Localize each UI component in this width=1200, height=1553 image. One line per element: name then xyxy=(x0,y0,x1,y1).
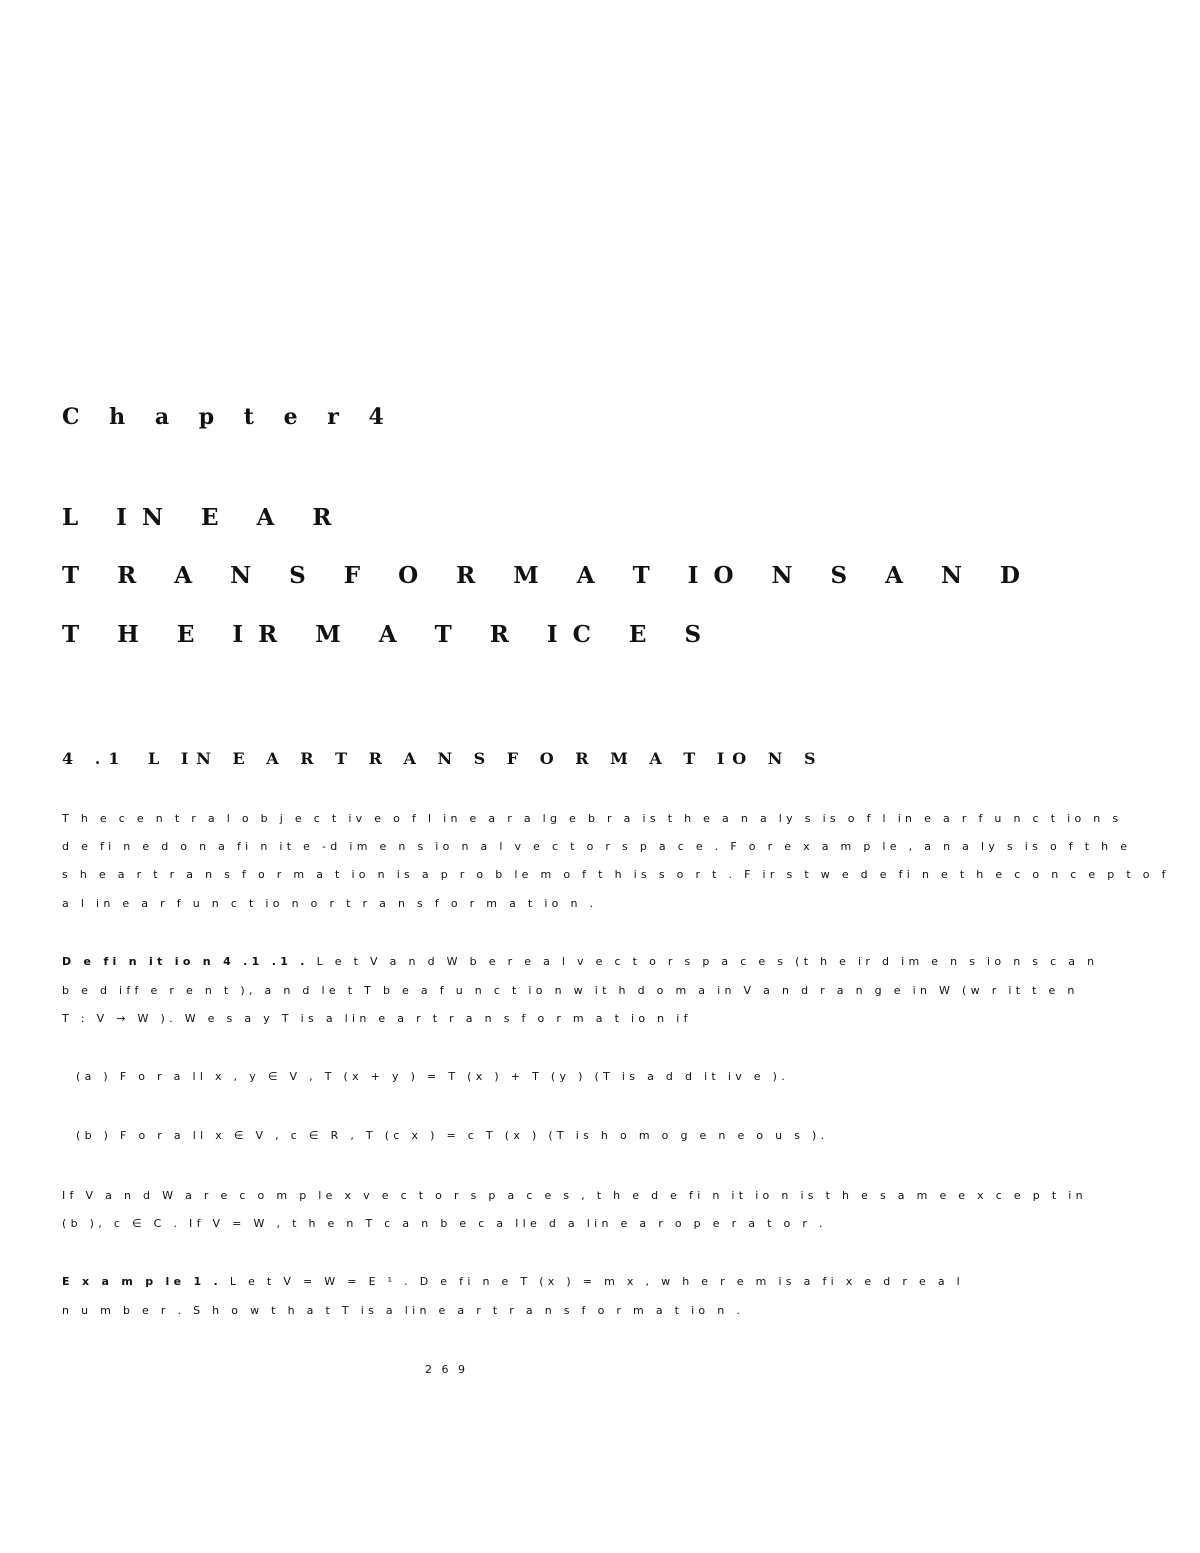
definition-line xyxy=(62,955,1098,968)
page-number: 2 6 9 xyxy=(425,1363,468,1376)
definition-text: L e t V a n d W b e r e a l v e c t o r s p a c e s (t h e ir d im e n s io n s c a n xyxy=(316,955,1099,968)
remark-line: If V a n d W a r e c o m p le x v e c t o r s p a c e s , t h e d e fi n it io n is t h e s a m e e x c e p t in xyxy=(62,1189,1087,1202)
definition-item-a: (a ) F o r a ll x , y ∈ V , T (x + y ) = T (x ) + T (y ) (T is a d d it iv e ). xyxy=(76,1070,790,1083)
chapter-title-line-2: T R A N S F O R M A T IO N S A N D xyxy=(62,562,1035,589)
definition-line: b e d iff e r e n t ), a n d le t T b e a f u n c t io n w it h d o m a in V a n d r a n g e in W (w r it t e n xyxy=(62,984,1079,997)
definition-label: D e fi n it io n 4 .1 .1 . xyxy=(62,955,309,968)
chapter-title-line-3: T H E IR M A T R IC E S xyxy=(62,621,717,648)
intro-line: s h e a r t r a n s f o r m a t io n is a p r o b le m o f t h is s o r t . F ir s t w e d e fi n e t h e c o n c e p t o f xyxy=(62,868,1170,881)
example-line xyxy=(62,1275,964,1288)
definition-item-b: (b ) F o r a ll x ∈ V , c ∈ R , T (c x ) = c T (x ) (T is h o m o g e n e o u s ). xyxy=(76,1129,829,1142)
intro-line: a l in e a r f u n c t io n o r t r a n s f o r m a t io n . xyxy=(62,897,598,910)
section-number: 4 .1 xyxy=(62,749,128,768)
remark-line: (b ), c ∈ C . If V = W , t h e n T c a n b e c a lle d a lin e a r o p e r a t o r . xyxy=(62,1217,827,1230)
chapter-title-line-1: L IN E A R xyxy=(62,504,347,531)
example-text: L e t V = W = E ¹ . D e fi n e T (x ) = m x , w h e r e m is a fi x e d r e a l xyxy=(229,1275,965,1288)
section-title: L IN E A R T R A N S F O R M A T IO N S xyxy=(148,749,824,768)
section-heading xyxy=(62,749,824,768)
definition-line: T : V → W ). W e s a y T is a lin e a r t r a n s f o r m a t io n if xyxy=(62,1012,692,1025)
example-label: E x a m p le 1 . xyxy=(62,1275,223,1288)
intro-line: T h e c e n t r a l o b j e c t iv e o f l in e a r a lg e b r a is t h e a n a ly s is o f l in e a r f u n c t io n s xyxy=(62,812,1123,825)
chapter-heading: C h a p t e r 4 xyxy=(62,404,395,430)
intro-line: d e fi n e d o n a fi n it e -d im e n s io n a l v e c t o r s p a c e . F o r e x a m p le , a n a ly s is o f t h e xyxy=(62,840,1132,853)
example-line: n u m b e r . S h o w t h a t T is a lin e a r t r a n s f o r m a t io n . xyxy=(62,1304,745,1317)
